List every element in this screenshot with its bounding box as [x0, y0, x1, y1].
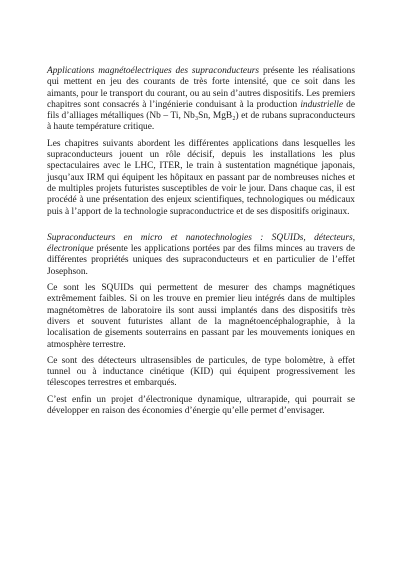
book-title-magnetoelectric: Applications magnétoélectriques des supraconducteurs	[47, 66, 260, 76]
paragraph-electronics: C’est enfin un projet d’électronique dynamique, ultrarapide, qui pourrait se développer en raison des économies d’énergie qu’elle permet d’envisager.	[47, 394, 355, 417]
paragraph-text: présente les applications portées par des films minces au travers de différentes propriétés uniques des supraconducteurs et en particulier de l’effet Josephson.	[47, 244, 355, 277]
paragraph-text: de fils d’alliages métalliques (Nb – Ti, Nb₃Sn, MgB₂) et de rubans supraconducteurs à haute température critique.	[47, 99, 355, 133]
emphasis-industrielle: industrielle	[300, 99, 344, 110]
paragraph-text: présente les réalisations qui mettent en jeu des courants de très forte intensité, que ce soit dans les aimants, pour le transport du courant, ou au sein d’autres dispositifs. Les premiers chapitres sont consacrés à l’ingénierie conduisant à la production	[47, 66, 355, 110]
book-title-nanotech: Supraconducteurs en micro et nanotechnologies : SQUIDs, détecteurs, électronique	[47, 232, 355, 255]
paragraph-magnetoelectric-intro	[47, 66, 355, 134]
paragraph-nanotech-intro	[47, 233, 355, 278]
paragraph-applications: Les chapitres suivants abordent les différentes applications dans lesquelles les supraconducteurs jouent un rôle décisif, depuis les installations les plus spectaculaires avec le LHC, ITER, le train à sustentation magnétique japonais, jusqu’aux IRM qui équipent les hôpitaux en passant par de nombreuses niches et de multiples projets futuristes susceptibles de voir le jour. Dans chaque cas, il est procédé à une présentation des enjeux scientifiques, technologiques ou médicaux puis à l’apport de la technologie supraconductrice et de ses dispositifs originaux.	[47, 138, 355, 217]
document-page	[47, 66, 355, 422]
paragraph-squids: Ce sont les SQUIDs qui permettent de mesurer des champs magnétiques extrêmement faibles. Si on les trouve en premier lieu intégrés dans de multiples magnétomètres de laboratoire ils sont aussi implantés dans des dispositifs très divers et souvent futuristes allant de la magnétoencéphalographie, à la localisation de gisements souterrains en passant par les mouvements ioniques en atmosphère terrestre.	[47, 283, 355, 350]
paragraph-detectors: Ce sont des détecteurs ultrasensibles de particules, de type bolomètre, à effet tunnel ou à inductance cinétique (KID) qui équipent progressivement les télescopes terrestres et embarqués.	[47, 355, 355, 389]
